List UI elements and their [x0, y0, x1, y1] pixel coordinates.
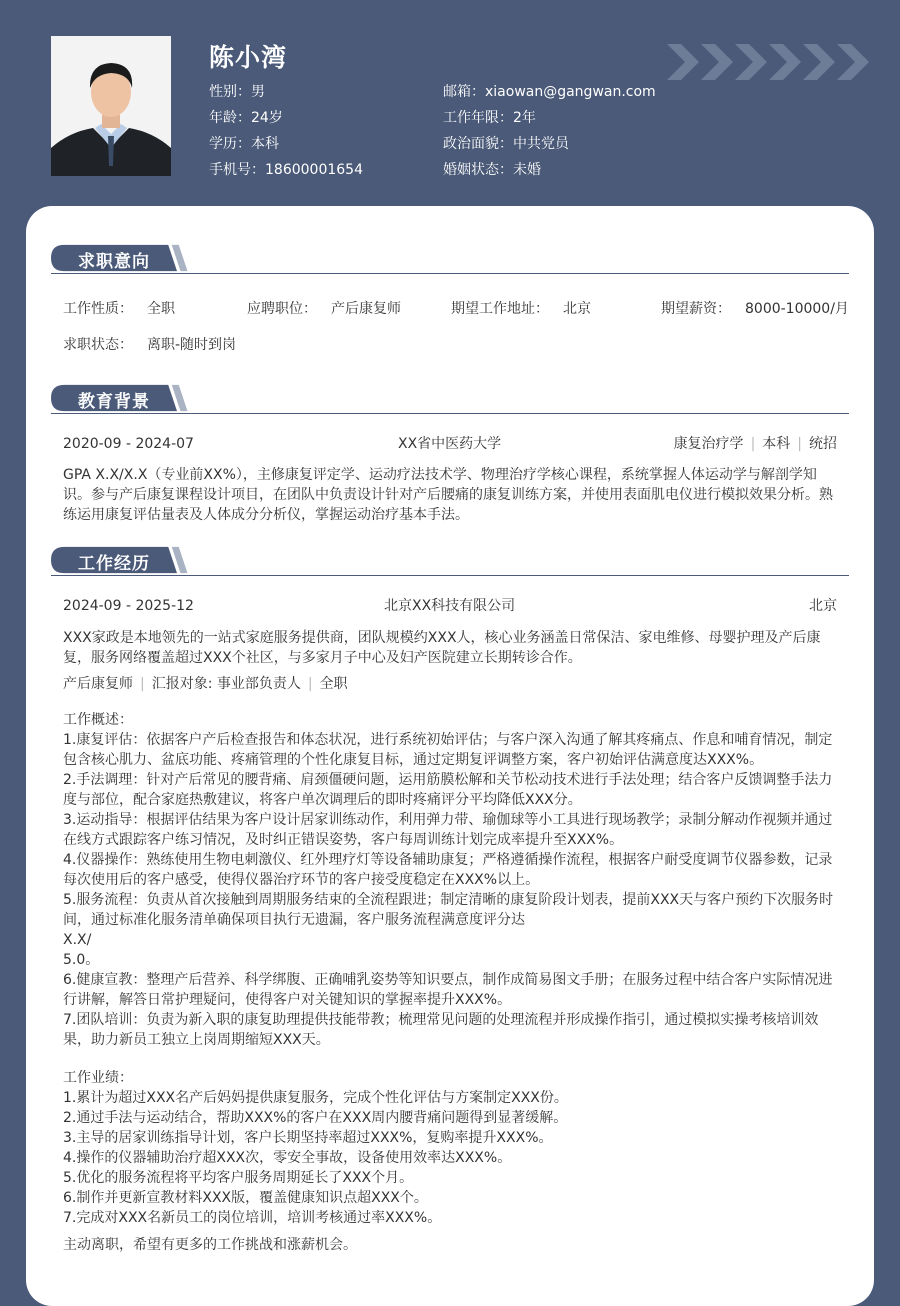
info-political: 政治面貌：中共党员 [443, 136, 569, 152]
intent-item: 求职状态： 离职-随时到岗 [63, 337, 237, 353]
info-education: 学历：本科 [209, 136, 279, 152]
education-meta: 康复治疗学 | 本科 | 统招 [673, 436, 837, 452]
education-school: XX省中医药大学 [398, 436, 502, 452]
candidate-name: 陈小湾 [209, 43, 288, 72]
chevron-decoration-icon [665, 42, 875, 82]
work-overview: 1.康复评估：依据客户产后检查报告和体态状况，进行系统初始评估；与客户深入沟通了解其疼痛点、作息和哺育情况，制定包含核心肌力、盆底功能、疼痛管理的个性化康复目标，通过定期复评调整方案，客户初始评估满意度达XXX%。 2.手法调理：针对产后常见的腰背痛、肩颈僵硬问题，运用筋膜松解和关节松动技术进行手法处理；结合客户反馈调整手法力度与部位，配合家庭热敷建议，将客户单次调理后的即时疼痛评分平均降低XXX分。 3.运动指导：根据评估结果为客户设计居家训练动作，利用弹力带、瑜伽球等小工具进行现场教学；录制分解动作视频并通过在线方式跟踪客户练习情况，及时纠正错误姿势，客户每周训练计划完成率提升至XXX%。 4.仪器操作：熟练使用生物电刺激仪、红外理疗灯等设备辅助康复；严格遵循操作流程，根据客户耐受度调节仪器参数，记录每次使用后的客户感受，使得仪器治疗环节的客户接受度稳定在XXX%以上。 5.服务流程：负责从首次接触到周期服务结束的全流程跟进；制定清晰的康复阶段计划表，提前XXX天与客户预约下次服务时间，通过标准化服务清单确保项目执行无遗漏，客户服务流程满意度评分达 X.X/ 5.0。 6.健康宣教：整理产后营养、科学绑腹、正确哺乳姿势等知识要点，制作成简易图文手册；在服务过程中结合客户实际情况进行讲解，解答日常护理疑问，使得客户对关键知识的掌握率提升XXX%。 7.团队培训：负责为新入职的康复助理提供技能带教；梳理常见问题的处理流程并形成操作指引，通过模拟实操考核培训效果，助力新员工独立上岗周期缩短XXX天。 [63, 732, 834, 1048]
work-city: 北京 [809, 598, 837, 614]
company-description: XXX家政是本地领先的一站式家庭服务提供商，团队规模约XXX人，核心业务涵盖日常保洁、家电维修、母婴护理及产后康复，服务网络覆盖超过XXX个社区，与多家月子中心及妇产医院建立长期转诊合作。 [63, 630, 821, 666]
intent-item: 期望工作地址： 北京 [451, 301, 591, 317]
work-achievements: 1.累计为超过XXX名产后妈妈提供康复服务，完成个性化评估与方案制定XXX份。 2.通过手法与运动结合，帮助XXX%的客户在XXX周内腰背痛问题得到显著缓解。 3.主导的居家训练指导计划，客户长期坚持率超过XXX%，复购率提升XXX%。 4.操作的仪器辅助治疗超XXX次，零安全事故，设备使用效率达XXX%。 5.优化的服务流程将平均客户服务周期延长了XXX个月。 6.制作并更新宣教材料XXX版，覆盖健康知识点超XXX个。 7.完成对XXX名新员工的岗位培训，培训考核通过率XXX%。 [63, 1090, 568, 1226]
section-header-work [51, 545, 849, 577]
info-email: 邮箱：xiaowan@gangwan.com [443, 84, 656, 100]
section-header-education [51, 383, 849, 415]
work-role-meta: 产后康复师 | 汇报对象: 事业部负责人 | 全职 [63, 676, 348, 692]
work-date: 2024-09 - 2025-12 [63, 598, 194, 614]
education-date: 2020-09 - 2024-07 [63, 436, 194, 452]
section-title: 工作经历 [78, 554, 150, 574]
section-divider [51, 413, 849, 414]
overview-title: 工作概述： [63, 712, 133, 728]
section-title: 教育背景 [78, 392, 150, 412]
intent-item: 应聘职位： 产后康复师 [247, 301, 401, 317]
section-divider [51, 273, 849, 274]
info-phone: 手机号：18600001654 [209, 162, 363, 178]
leave-reason: 主动离职，希望有更多的工作挑战和涨薪机会。 [63, 1237, 357, 1253]
info-marital: 婚姻状态：未婚 [443, 162, 541, 178]
section-title: 求职意向 [78, 252, 150, 272]
intent-item: 工作性质： 全职 [63, 301, 175, 317]
info-age: 年龄：24岁 [209, 110, 283, 126]
resume-header [0, 0, 900, 215]
info-work-years: 工作年限：2年 [443, 110, 536, 126]
intent-item: 期望薪资： 8000-10000/月 [661, 301, 849, 317]
info-gender: 性别：男 [209, 84, 265, 100]
section-header-intent [51, 243, 849, 275]
section-divider [51, 575, 849, 576]
work-company: 北京XX科技有限公司 [384, 598, 516, 614]
avatar [51, 36, 171, 176]
achievements-title: 工作业绩： [63, 1070, 133, 1086]
education-description: GPA X.X/X.X（专业前XX%），主修康复评定学、运动疗法技术学、物理治疗学核心课程，系统掌握人体运动学与解剖学知识。参与产后康复课程设计项目，在团队中负责设计针对产后腰痛的康复训练方案，并使用表面肌电仪进行模拟效果分析。熟练运用康复评估量表及人体成分分析仪，掌握运动治疗基本手法。 [63, 467, 833, 523]
